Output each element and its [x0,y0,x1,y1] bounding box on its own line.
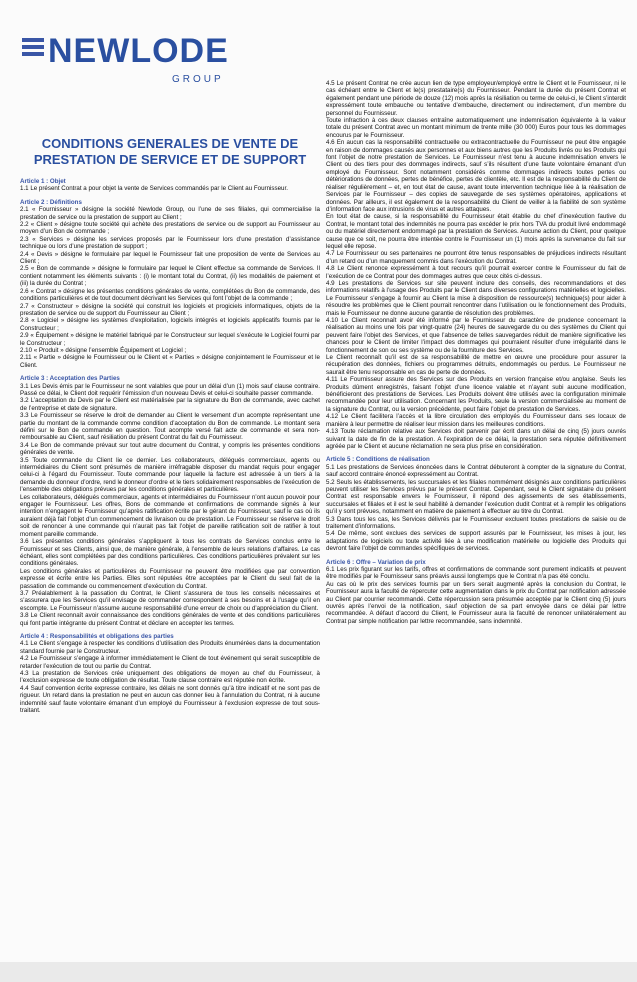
article-paragraph: 4.13 Toute réclamation relative aux Services doit parvenir par écrit dans un délai de cinq (5) jours ouvrés suivant la date de fin de la prestation. A l’expiration de ce délai, la prestation sera réputée définitivement agréée par le Client et aucune réclamation ne sera plus prise en considération. [326,428,626,450]
logo-text: NEWLODE [48,32,229,70]
article-paragraph: 4.5 Le présent Contrat ne crée aucun lien de type employeur/employé entre le Client et le Fournisseur, ni le cas échéant entre le Client et le(s) prestataire(s) du Fournisseur. Pendant la durée du présent Contrat et également pendant une période de douze (12) mois après la résiliation ou terme de celui-ci, le Client s’interdit expressément toute embauche ou tentative d’embauche, directement ou indirectement, d’un membre du personnel du Fournisseur. [326,80,626,117]
article-paragraph: 3.4 Le Bon de commande prévaut sur tout autre document du Contrat, y compris les présentes conditions générales de vente. [20,441,320,457]
logo-subtext: GROUP [172,74,224,85]
article-paragraph: 3.8 Le Client reconnaît avoir connaissance des conditions générales de vente et des conditions particulières qui font partie intégrante du présent Contrat et déclare en accepter les termes. [20,612,320,627]
article-paragraph: 4.2 Le Fournisseur s’engage à informer immédiatement le Client de tout événement qui serait susceptible de retarder l’exécution de tout ou partie du Contrat. [20,655,320,670]
article-paragraph: Les collaborateurs, délégués commerciaux, agents et intermédiaires du Fournisseur n’ont aucun pouvoir pour engager le Fournisseur. Les offres, Bons de commande et confirmations de commande signés à leur intention n’engagent le Fournisseur qu’après ratification écrite par le gérant du Fournisseur, sauf le cas où ils auraient déjà fait l’objet d’un commencement de livraison ou de prestation. Le Fournisseur se réserve le droit soit de renoncer à une commande qui n’aurait pas fait l’objet de pareille ratification soit de ratifier à tout moment pareille commande. [20,493,320,538]
article-paragraph: 5.4 De même, sont exclues des services de support assurés par le Fournisseur, les mises à jour, les adaptations de logiciels ou toute activité liée à une modification matérielle ou logicielle des Produits qui devront faire l’objet de commandes spécifiques de services. [326,530,626,553]
article-paragraph: 3.5 Toute commande du Client lie ce dernier. Les collaborateurs, délégués commerciaux, agents ou intermédiaires du Client sont présumés de manière irréfragable disposer du mandat requis pour engager celui-ci à l’égard du Fournisseur. Toute commande pour laquelle la facture est adressée à un tiers à la demande du donneur d’ordre, rend le donneur d’ordre et le tiers solidairement responsables de l’exécution de l’ensemble des obligations prévues par les conditions générales et particulières. [20,456,320,494]
article-paragraph: 2.1 « Fournisseur » désigne la société Newlode Group, ou l’une de ses filiales, qui commercialise la prestation de service ou la prestation de support au Client ; [20,206,320,221]
article-paragraph: 4.8 Le Client renonce expressément à tout recours qu’il pourrait exercer contre le Fournisseur du fait de l’exécution de ce Contrat pour des dommages autres que ceux cités ci-dessus. [326,265,626,280]
article-paragraph: Toute infraction à ces deux clauses entraîne automatiquement une indemnisation équivalente à la valeur totale du présent Contrat avec un montant minimum de trente mille (30 000) Euros pour tous les dommages encourus par le Fournisseur. [326,117,626,139]
article-paragraph: 2.9 « Équipement » désigne le matériel fabriqué par le Constructeur sur lequel s’exécute le Logiciel fourni par le Constructeur ; [20,332,320,347]
article-paragraph: 4.6 En aucun cas la responsabilité contractuelle ou extracontractuelle du Fournisseur ne peut être engagée en raison de dommages causés aux personnes et aux biens autres que les Produits livrés ou les Produits qui font l’objet de notre prestation de Services. Le Fournisseur n’est tenu à aucune indemnisation envers le Client ou des tiers pour des dommages indirects, sauf s’ils résultent d’une faute volontaire émanant d’un employé du Fournisseur. Sont notamment considérés comme dommages indirects toutes pertes ou détériorations de données, pertes de bénéfice, pertes de clientèle, etc. Il est de la responsabilité du Client de réaliser régulièrement – et, en tout état de cause, avant toute intervention technique liée à la réalisation de Services par le Fournisseur – des copies de sauvegarde de ses systèmes opératoires, applications et données. Par ailleurs, il est également de la responsabilité du Client de veiller à la fiabilité de son système d’information face aux intrusions de virus et autres attaques. [326,139,626,213]
newlode-logo [22,32,282,96]
page-footer-bar [0,962,637,982]
article-paragraph: Les conditions générales et particulières du Fournisseur ne peuvent être modifiées que par convention expresse et écrite entre les Parties. Elles sont réputées être acceptées par le Client du seul fait de la passation de commande ou commencement d’exécution du Contrat. [20,567,320,590]
article-paragraph: 5.2 Seuls les établissements, les succursales et les filiales nommément désignés aux conditions particulières peuvent utiliser les Services prévus par le présent Contrat. Cependant, seul le Client signataire du présent Contrat est responsable envers le Fournisseur, il répond des agissements de ses établissements, succursales et filiales et il est le seul habilité à demander l’exécution dudit Contrat et à remplir les obligations qu’il y sont prévues, notamment en matière de paiement à effectuer au titre du Contrat. [326,478,626,516]
article-paragraph: 3.3 Le Fournisseur se réserve le droit de demander au Client le versement d’un acompte représentant une partie du montant de la commande comme condition d’acceptation du Bon de commande. Le montant sera défini sur le Bon de commande en question. Tout acompte versé fait acte de commande et sera non-remboursable au Client, sauf résiliation du présent Contrat du fait du Fournisseur. [20,412,320,442]
article-paragraph: 1.1 Le présent Contrat a pour objet la vente de Services commandés par le Client au Fournisseur. [20,185,288,193]
article-paragraph: 4.7 Le Fournisseur ou ses partenaires ne pourront être tenus responsables de préjudices indirects résultant d’un retard ou d’un manquement commis dans l’exécution du Contrat. [326,250,626,265]
article-heading: Article 4 : Responsabilités et obligations des parties [20,632,174,640]
left-column [20,178,320,714]
article-paragraph: 6.1 Les prix figurant sur les tarifs, offres et confirmations de commande sont purement indicatifs et peuvent être modifiés par le Fournisseur sans préavis aussi longtemps que le Contrat n’a pas été conclu. [326,566,626,581]
article-heading: Article 3 : Acceptation des Parties [20,375,120,383]
article-paragraph: 2.8 « Logiciel » désigne les systèmes d’exploitation, logiciels intégrés et logiciels applicatifs fournis par le Constructeur ; [20,317,320,332]
article-paragraph: En tout état de cause, si la responsabilité du Fournisseur était établie du chef d’inexécution fautive du Contrat, le montant total des indemnités ne pourra pas excéder le prix hors TVA du produit livré endommagé ou du matériel directement endommagé par la prestation de Services. Aucune action du Client, pour quelque cause que ce soit, ne pourra être intentée contre le Fournisseur un (1) mois après la survenance du fait sur lequel elle repose. [326,213,626,250]
article-paragraph: 4.4 Sauf convention écrite expresse contraire, les délais ne sont donnés qu’à titre indicatif et ne sont pas de rigueur. Un retard dans la prestation ne peut en aucun cas donner lieu à l’annulation du Contrat, ni à aucune indemnité sauf faute volontaire émanant d’un employé du Fournisseur à l’exclusion expresse de tout sous-traitant. [20,684,320,715]
article-paragraph: 4.12 Le Client facilitera l’accès et la libre circulation des employés du Fournisseur dans ses locaux de manière à leur permettre de réaliser leur mission dans les meilleures conditions. [326,413,626,428]
article-paragraph: 2.7 « Constructeur » désigne la société qui construit les logiciels et progiciels informatiques, objets de la prestation de service ou de support du Fournisseur au Client ; [20,302,320,317]
article-paragraph: 3.1 Les Devis émis par le Fournisseur ne sont valables que pour un délai d’un (1) mois sauf clause contraire. Passé ce délai, le Client doit requérir l’émission d’un nouveau Devis et celui-ci souhaite passer commande. [20,382,320,397]
article-heading: Article 6 : Offre – Variation de prix [326,558,426,566]
article-paragraph: Le Client reconnaît qu’il est de sa responsabilité de mettre en œuvre une procédure pour assurer la récupération des données, fichiers ou programmes détruits, endommagés ou perdus. Le Fournisseur ne saurait être tenu responsable en cas de perte de données. [326,354,626,376]
right-column [326,80,626,625]
article-paragraph: 4.11 Le Fournisseur assure des Services sur des Produits en version française et/ou anglaise. Seuls les Produits dûment enregistrés, faisant l’objet d’une licence valable et n’ayant subi aucune modification, bénéficieront des prestations de Services. Les Produits doivent être utilisés avec la configuration minimale recommandée pour leur utilisation. Concernant les Produits, seule la version commercialisée au moment de la signature du Contrat, ou la version précédente, peut faire l’objet de prestation de Services. [326,376,626,413]
article-paragraph: 3.2 L’acceptation du Devis par le Client est matérialisée par la signature du Bon de commande, avec cachet de l’entreprise et date de signature. [20,397,320,412]
article-paragraph: 2.6 « Contrat » désigne les présentes conditions générales de vente, complétées du Bon de commande, des conditions particulières et de tout document décrivant les Services qui font l’objet de la commande ; [20,287,320,303]
article-paragraph: 2.10 « Produit » désigne l’ensemble Équipement et Logiciel ; [20,346,187,354]
document-title: CONDITIONS GENERALES DE VENTE DE PRESTATION DE SERVICE ET DE SUPPORT [33,136,307,167]
article-paragraph: 2.3 « Services » désigne les services proposés par le Fournisseur lors d’une prestation d’assistance technique ou lors d’une prestation de support ; [20,235,320,251]
article-paragraph: 5.3 Dans tous les cas, les Services délivrés par le Fournisseur excluent toutes prestations de saisie ou de traitement d’informations. [326,515,626,530]
article-paragraph: Au cas où le prix des services fournis par un tiers serait augmenté après la conclusion du Contrat, le Fournisseur aura la faculté de répercuter cette augmentation dans le prix du Contrat par notification adressée au Client par courrier recommandé. Cette répercussion sera présumée acceptée par le Client cinq (5) jours ouvrés après l’envoi de la notification, sauf objection de sa part envoyée dans ce délai par lettre recommandée. A défaut d’accord du Client, le Fournisseur aura la faculté de renoncer unilatéralement au Contrat par simple notification par lettre recommandée, sans indemnité. [326,580,626,625]
article-paragraph: 5.1 Les prestations de Services énoncées dans le Contrat débuteront à compter de la signature du Contrat, sauf accord contraire énoncé expressément au Contrat. [326,463,626,479]
article-heading: Article 1 : Objet [20,178,66,185]
article-paragraph: 2.11 « Partie » désigne le Fournisseur ou le Client et « Parties » désigne conjointement le Fournisseur et le Client. [20,354,320,369]
article-paragraph: 4.3 La prestation de Services crée uniquement des obligations de moyen au chef du Fournisseur, à l’exclusion expresse de toute obligation de résultat. Toute clause contraire est réputée non écrite. [20,670,320,685]
article-heading: Article 5 : Conditions de réalisation [326,456,430,464]
article-heading: Article 2 : Définitions [20,198,82,206]
article-paragraph: 3.6 Les présentes conditions générales s’appliquent à tous les contrats de Services conclus entre le Fournisseur et ses Clients, ainsi que, de manière générale, à l’ensemble de leurs relations d’affaires. Le cas échéant, elles sont complétées par des conditions particulières. Ces conditions particulières prévalent sur les conditions générales. [20,538,320,568]
article-paragraph: 2.2 « Client » désigne toute société qui achète des prestations de service ou de support au Fournisseur au moyen d’un Bon de commande ; [20,221,320,236]
article-paragraph: 2.4 « Devis » désigne le formulaire par lequel le Fournisseur fait une proposition de vente de Services au Client ; [20,250,320,266]
article-paragraph: 3.7 Préalablement à la passation du Contrat, le Client s’assurera de tous les conseils nécessaires et s’assurera que les Services qu’il envisage de commander correspondent à ses besoins et à l’usage qu’il en escompte. Le Fournisseur n’assume aucune responsabilité d’une erreur de choix ou d’appréciation du Client. [20,589,320,612]
article-paragraph: 4.1 Le Client s’engage à respecter les conditions d’utilisation des Produits énumérées dans la documentation standard fournie par le Constructeur. [20,640,320,655]
article-paragraph: 4.10 Le Client reconnaît avoir été informé par le Fournisseur du caractère de prudence concernant la réalisation au moins une fois par vingt-quatre (24) heures de sauvegarde du ou des systèmes du Client qui peuvent faire l’objet des Services, et que l’absence de telles sauvegardes réduit de manière significative les chances pour le Client de limiter l’impact des dommages qui pourraient résulter d’une irrégularité dans le fonctionnement de son ou ses système ou de la fourniture des Services. [326,317,626,354]
article-paragraph: 4.9 Les prestations de Services sur site peuvent inclure des conseils, des recommandations et des informations relatifs à l’usage des Produits par le Client dans diverses configurations matérielles et logicielles. Le Fournisseur s’engage à fournir au Client la mise à disposition de ressource(s) technique(s) pour aider à résoudre les problèmes que le Client pourrait rencontrer dans l’utilisation ou le fonctionnement des Produits, mais le Fournisseur ne donne aucune garantie de résolution des problèmes. [326,279,626,317]
article-paragraph: 2.5 « Bon de commande » désigne le formulaire par lequel le Client effectue sa commande de Services. Il contient notamment les éléments suivants : (i) le montant total du Contrat, (ii) les modalités de paiement et (iii) la durée du Contrat ; [20,265,320,288]
